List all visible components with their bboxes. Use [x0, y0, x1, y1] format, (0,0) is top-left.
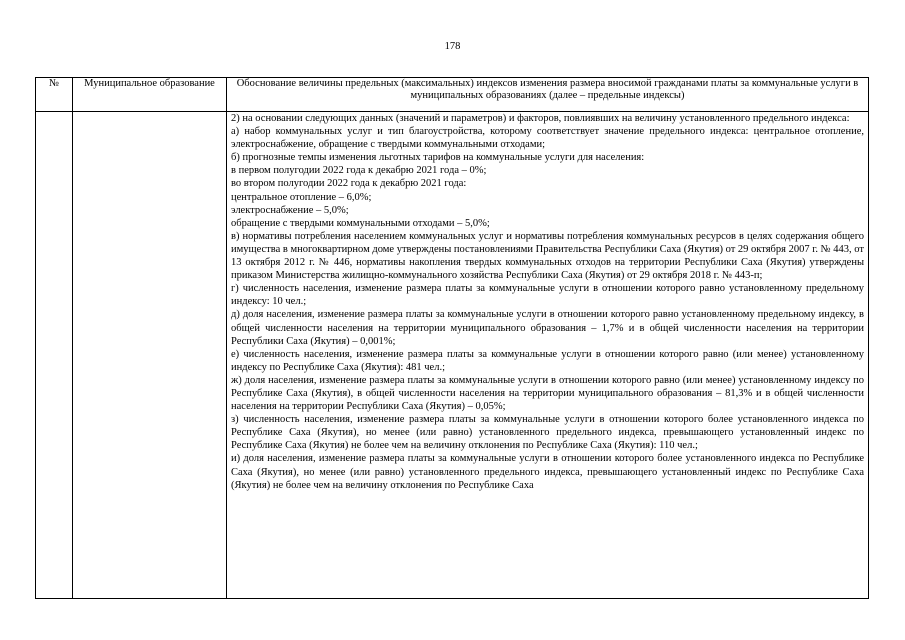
header-municipality: Муниципальное образование [73, 78, 227, 112]
paragraph: во втором полугодии 2022 года к декабрю 2021 года: [231, 178, 467, 190]
paragraph: центральное отопление – 6,0%; [231, 191, 372, 203]
cell-justification [227, 112, 869, 599]
paragraph: д) доля населения, изменение размера платы за коммунальные услуги в отношении которого равно установленному предельному индексу, в общей численности населения на территории муниципального образования – 1,7% и в общей численности населения на территории Республики Саха (Якутия) – 0,001%; [231, 309, 864, 347]
paragraph: в) нормативы потребления населением коммунальных услуг и нормативы потребления коммунальных ресурсов в целях содержания общего имущества в многоквартирном доме утверждены постановлениями Правительства Республики Саха (Якутия) от 29 октября 2007 г. № 443, от 13 октября 2012 г. № 446, нормативы накопления твердых коммунальных отходов на территории Республики Саха (Якутия) утверждены приказом Министерства жилищно-коммунального хозяйства Республики Саха (Якутия) от 29 октября 2018 г. № 443-п; [231, 230, 864, 282]
indices-table [35, 77, 869, 599]
cell-municipality [73, 112, 227, 599]
header-number: № [36, 78, 73, 112]
paragraph: з) численность населения, изменение размера платы за коммунальные услуги в отношении которого более установленного индекса по Республике Саха (Якутия), но менее (или равно) установленного предельного индекса, превышающего установленный индекс по Республике Саха (Якутия) не более чем на величину отклонения по Республике Саха (Якутия): 110 чел.; [231, 414, 864, 452]
cell-number [36, 112, 73, 599]
paragraph: электроснабжение – 5,0%; [231, 204, 349, 216]
paragraph: и) доля населения, изменение размера платы за коммунальные услуги в отношении которого более установленного индекса по Республике Саха (Якутия), но менее (или равно) установленного предельного индекса, превышающего установленный индекс по Республике Саха (Якутия) не более чем на величину отклонения по Республике Саха [231, 453, 864, 491]
table-header-row [36, 78, 869, 112]
paragraph: ж) доля населения, изменение размера платы за коммунальные услуги в отношении которого равно (или менее) установленному индексу по Республике Саха (Якутия), в общей численности населения на территории муниципального образования – 81,3% и в общей численности населения на территории Республики Саха (Якутия) – 0,05%; [231, 374, 864, 413]
header-justification: Обоснование величины предельных (максимальных) индексов изменения размера вносимой гражданами платы за коммунальные услуги в муниципальных образованиях (далее – предельные индексы) [227, 78, 869, 112]
page-number: 178 [444, 41, 461, 52]
paragraph: б) прогнозные темпы изменения льготных тарифов на коммунальные услуги для населения: [231, 152, 645, 164]
paragraph: а) набор коммунальных услуг и тип благоустройства, которому соответствует значение предельного индекса: центральное отопление, электроснабжение, обращение с твердыми коммунальными отходами; [231, 126, 864, 151]
paragraph: е) численность населения, изменение размера платы за коммунальные услуги в отношении которого равно (или менее) установленному индексу по Республике Саха (Якутия): 481 чел.; [231, 348, 864, 373]
table-row [36, 112, 869, 599]
paragraph: г) численность населения, изменение размера платы за коммунальные услуги в отношении которого равно установленному предельному индексу: 10 чел.; [231, 283, 864, 308]
justification-text [227, 112, 868, 598]
paragraph: 2) на основании следующих данных (значений и параметров) и факторов, повлиявших на величину установленного предельного индекса: [231, 113, 850, 124]
paragraph: в первом полугодии 2022 года к декабрю 2021 года – 0%; [231, 165, 487, 177]
paragraph: обращение с твердыми коммунальными отходами – 5,0%; [231, 217, 490, 229]
